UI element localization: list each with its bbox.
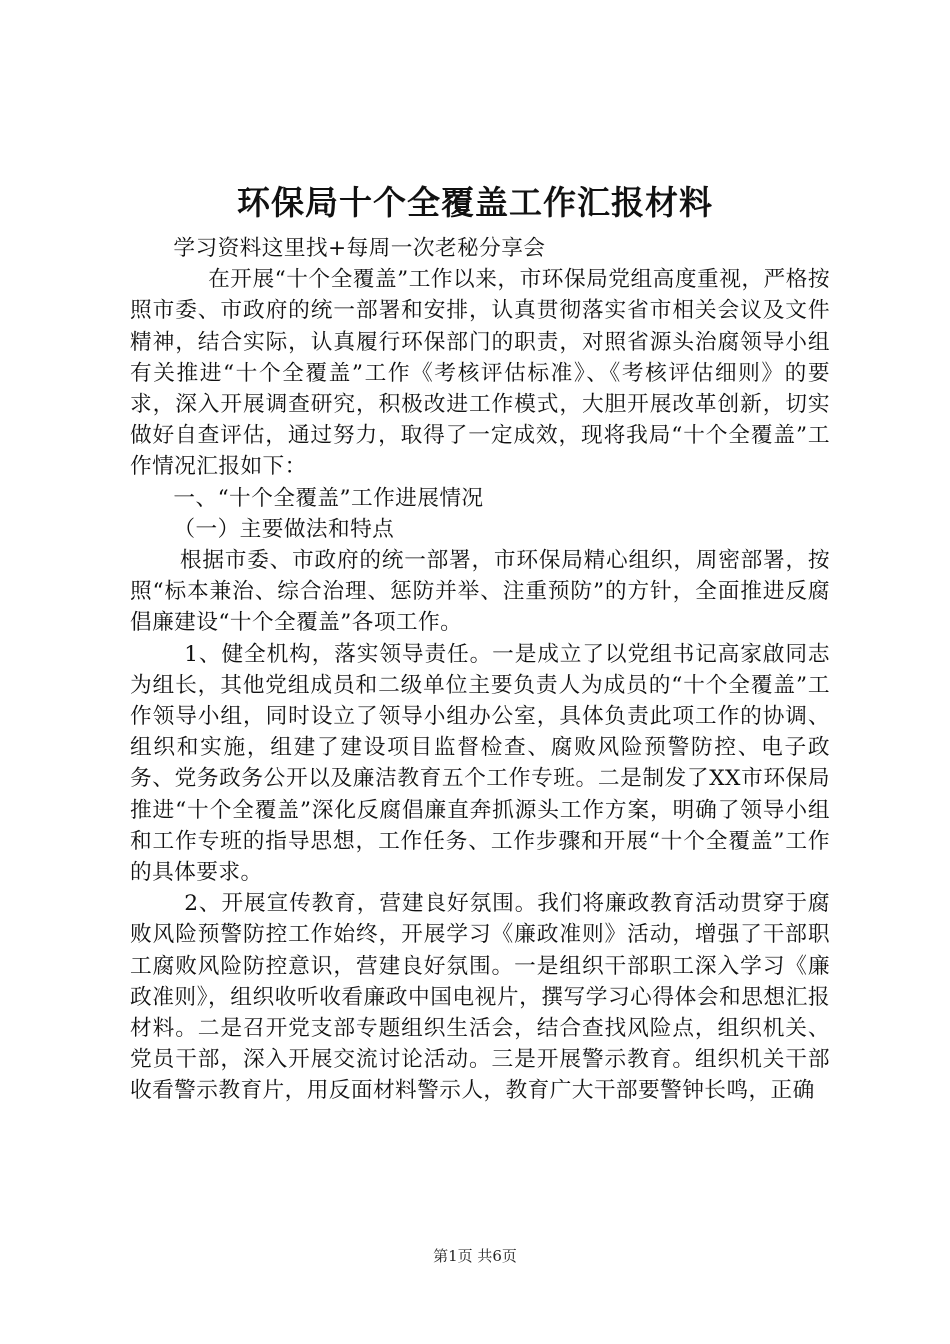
subheading-note: 学习资料这里找+每周一次老秘分享会 [173, 236, 546, 261]
paragraph-item-1: 1、健全机构，落实领导责任。一是成立了以党组书记高家啟同志为组长，其他党组成员和二级单位主要负责人为成员的“十个全覆盖”工作领导小组，同时设立了领导小组办公室，具体负责此项工作的协调、组织和实施，组建了建设项目监督检查、腐败风险预警防控、电子政务、党务政务公开以及廉洁教育五个工作专班。二是制发了XX市环保局推进“十个全覆盖”深化反腐倡廉直奔抓源头工作方案，明确了领导小组和工作专班的指导思想，工作任务、工作步骤和开展“十个全覆盖”工作的具体要求。 [130, 641, 830, 886]
subsection-heading-1: （一）主要做法和特点 [173, 516, 395, 542]
paragraph-item-2: 2、开展宣传教育，营建良好氛围。我们将廉政教育活动贯穿于腐败风险预警防控工作始终，开展学习《廉政准则》活动，增强了干部职工腐败风险防控意识，营建良好氛围。一是组织干部职工深入学习《廉政准则》，组织收听收看廉政中国电视片，撰写学习心得体会和思想汇报材料。二是召开党支部专题组织生活会，结合查找风险点，组织机关、党员干部，深入开展交流讨论活动。三是开展警示教育。组织机关干部收看警示教育片，用反面材料警示人，教育广大干部要警钟长鸣，正确 [130, 891, 830, 1104]
page-footer: 第1页 共6页 [433, 1247, 517, 1265]
section-heading-1: 一、“十个全覆盖”工作进展情况 [173, 485, 484, 511]
paragraph-intro: 在开展“十个全覆盖”工作以来，市环保局党组高度重视，严格按照市委、市政府的统一部署和安排，认真贯彻落实省市相关会议及文件精神，结合实际，认真履行环保部门的职责，对照省源头治腐领导小组有关推进“十个全覆盖”工作《考核评估标准》、《考核评估细则》的要求，深入开展调查研究，积极改进工作模式，大胆开展改革创新，切实做好自查评估，通过努力，取得了一定成效，现将我局“十个全覆盖”工作情况汇报如下： [130, 267, 830, 480]
document-title: 环保局十个全覆盖工作汇报材料 [237, 183, 713, 222]
paragraph-approach: 根据市委、市政府的统一部署，市环保局精心组织，周密部署，按照“标本兼治、综合治理、惩防并举、注重预防”的方针，全面推进反腐倡廉建设“十个全覆盖”各项工作。 [130, 548, 830, 636]
document-body [130, 233, 830, 1107]
